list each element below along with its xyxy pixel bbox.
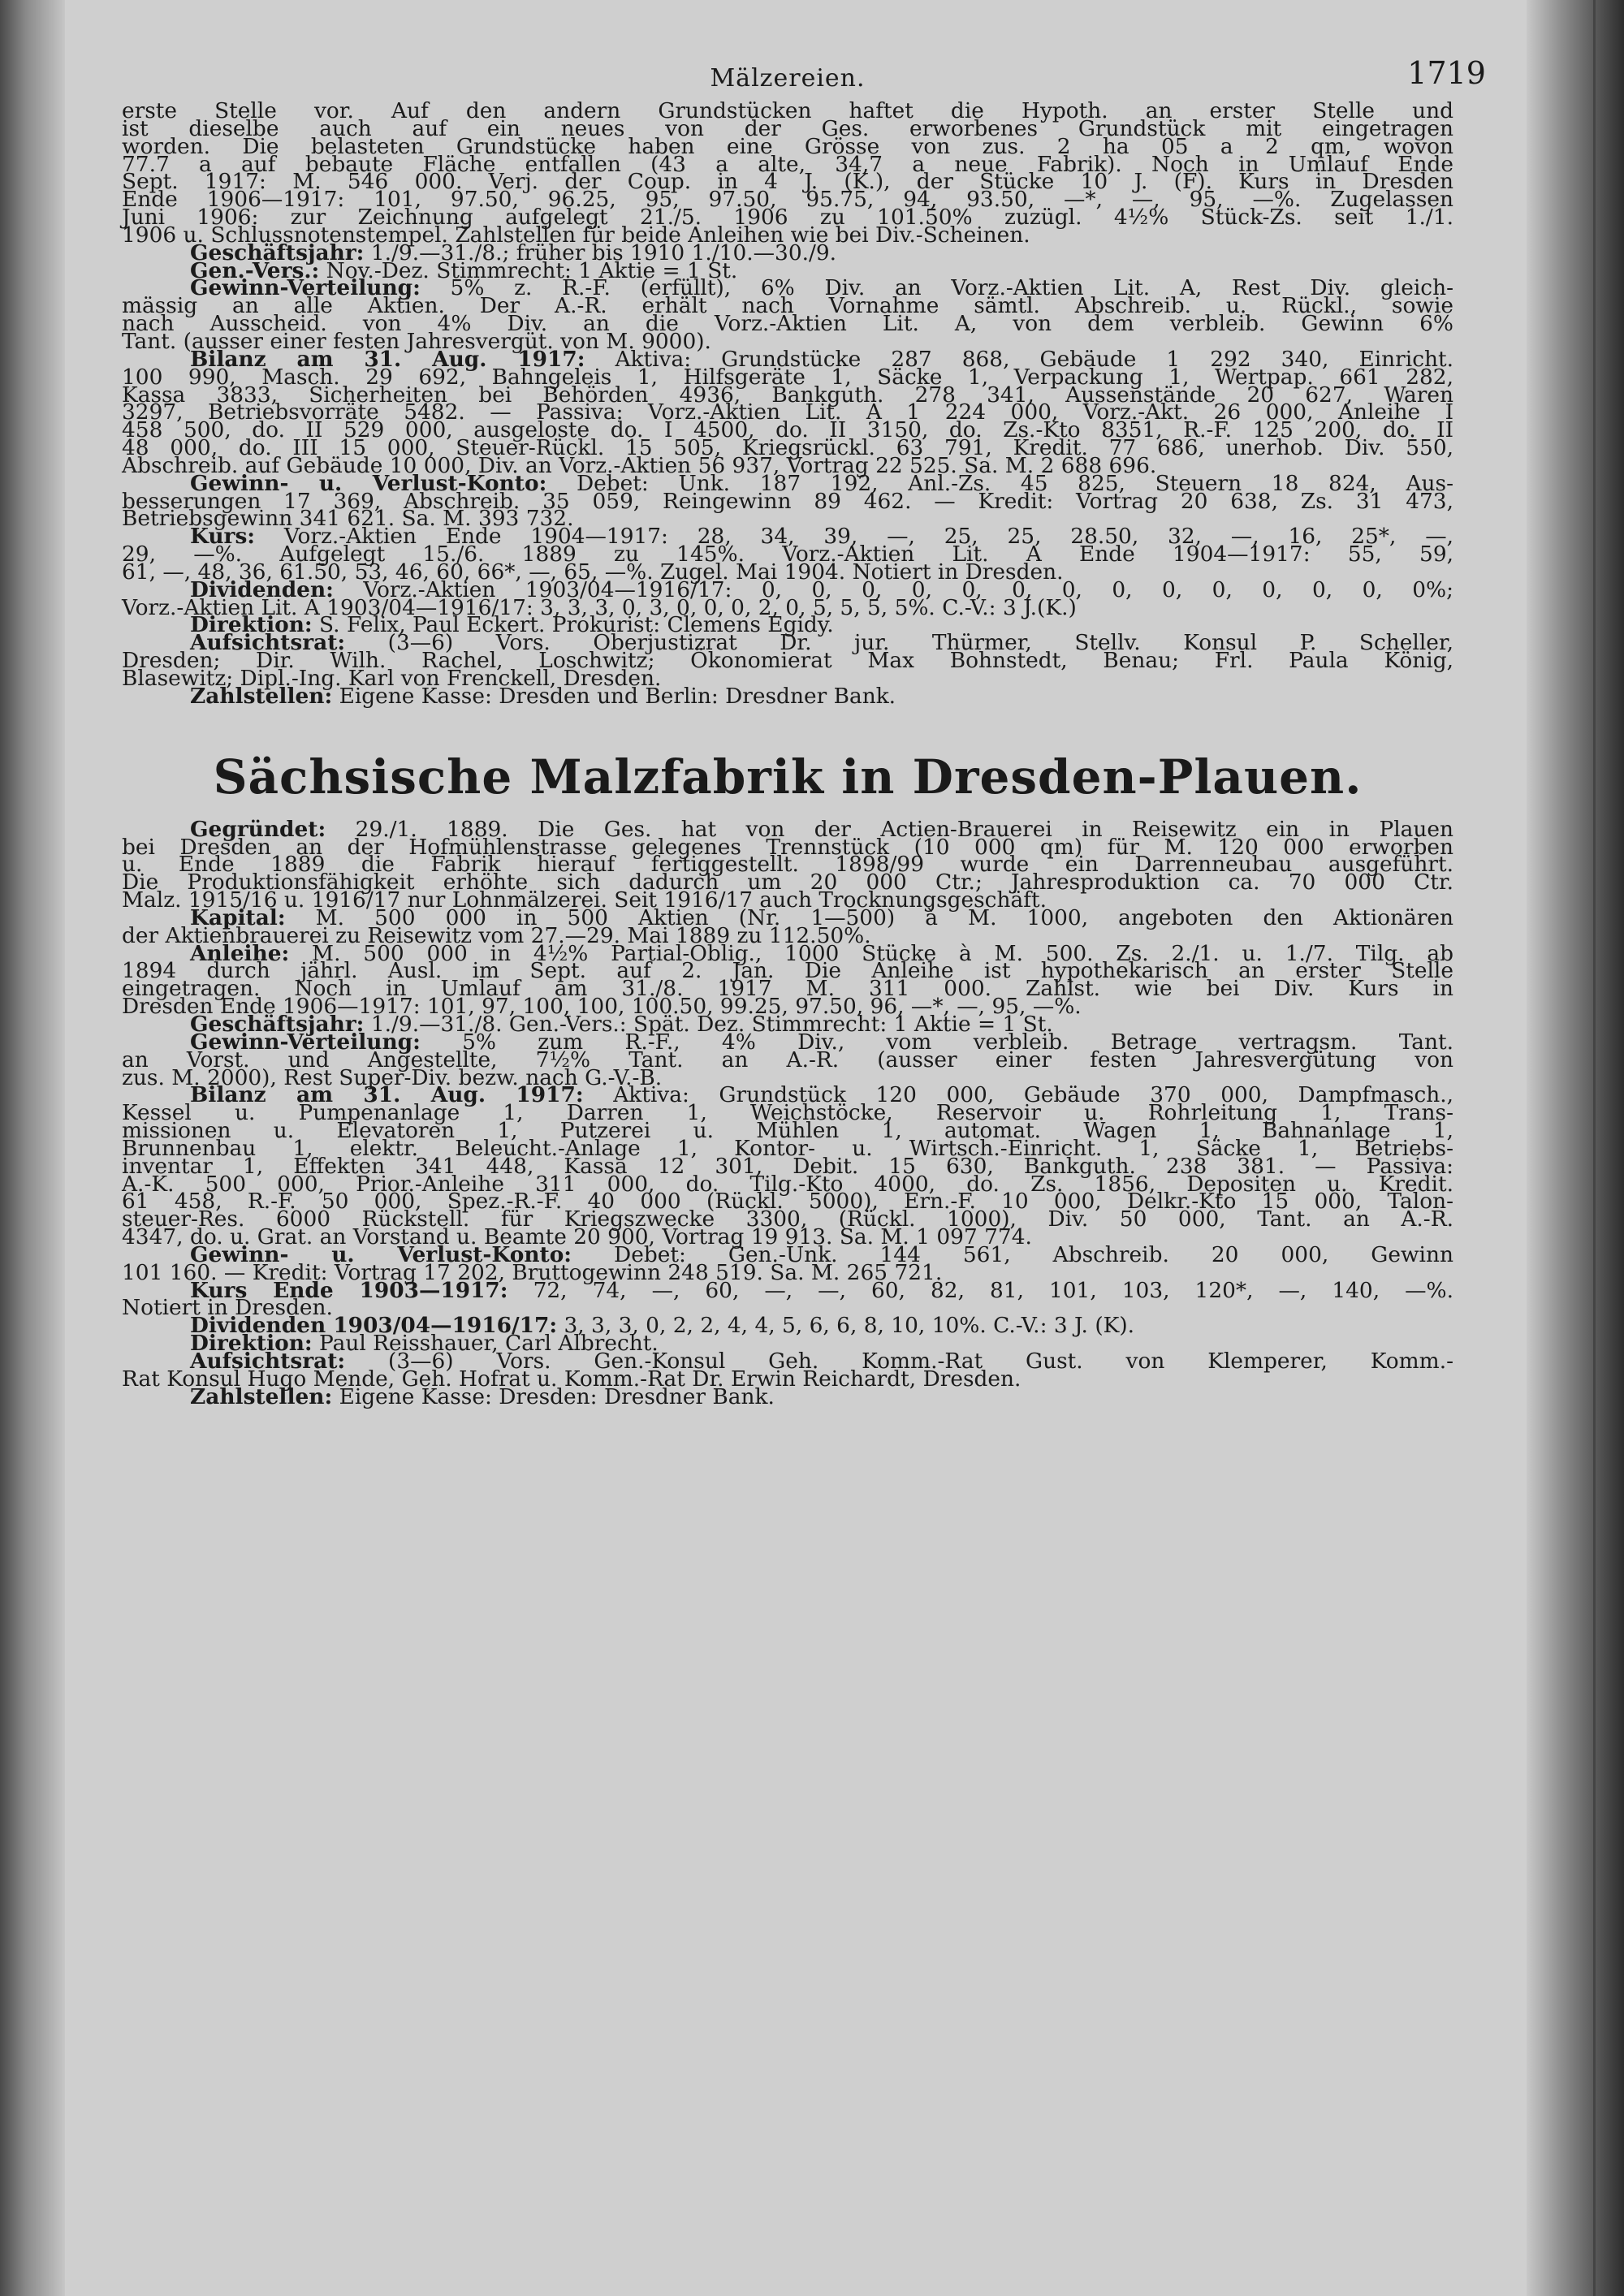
line-text: 1906 u. Schlussnotenstempel. Zahlstellen für beide Anleihen wie bei Div.-Scheinen. (122, 222, 1030, 248)
field-label: Geschäftsjahr: (190, 1011, 365, 1037)
line-text: Betriebsgewinn 341 621. Sa. M. 393 732. (122, 506, 574, 532)
line-text: 101 160. — Kredit: Vortrag 17 202, Bruttogewinn 248 519. Sa. M. 265 721. (122, 1259, 943, 1285)
line-text: Aktiva: Grundstücke 287 868, Gebäude 1 292 340, Einricht. (585, 346, 1453, 372)
company-title: Sächsische Malzfabrik in Dresden-Plauen. (213, 749, 1363, 805)
field-label: Gewinn-Verteilung: (190, 1029, 421, 1055)
field-label: Kurs: (190, 524, 256, 550)
line-text: missionen u. Elevatoren 1, Putzerei u. Mühlen 1, automat. Wagen 1, Bahnanlage 1, (122, 1118, 1453, 1144)
line-text: Kassa 3833, Sicherheiten bei Behörden 4936, Bankguth. 278 341, Aussenstände 20 627, Waren (122, 382, 1453, 408)
field-label: Aufsichtsrat: (190, 630, 346, 656)
line-text: 100 990, Masch. 29 692, Bahngeleis 1, Hilfsgeräte 1, Säcke 1, Verpackung 1, Wertpap. 661 282, (122, 364, 1453, 390)
line-text: (3—6) Vors. Gen.-Konsul Geh. Komm.-Rat Gust. von Klemperer, Komm.- (345, 1349, 1453, 1374)
field-label: Bilanz am 31. Aug. 1917: (190, 346, 585, 372)
line-text: Dresden Ende 1906—1917: 101, 97, 100, 100, 100.50, 99.25, 97.50, 96, —*, —, 95, —%. (122, 994, 1082, 1020)
line-text: S. Felix, Paul Eckert. Prokurist: Clemens Egidy. (312, 612, 834, 638)
line-text: 3297, Betriebsvorräte 5482. — Passiva: Vorz.-Aktien Lit. A 1 224 000, Vorz.-Akt. 26 000, Anleihe I (122, 399, 1453, 425)
field-label: Kapital: (190, 904, 286, 930)
line-text: 72, 74, —, 60, —, —, 60, 82, 81, 101, 103, 120*, —, 140, —%. (508, 1277, 1453, 1303)
field-label: Dividenden: (190, 576, 334, 602)
line-text: 29, —%. Aufgelegt 15./6. 1889 zu 145%. Vorz.-Aktien Lit. A Ende 1904—1917: 55, 59, (122, 542, 1453, 568)
line-text: 48 000, do. III 15 000, Steuer-Rückl. 15 505, Kriegsrückl. 63 791, Kredit. 77 686, unerhob. Div. 550, (122, 435, 1453, 461)
field-label: Dividenden 1903/04—1916/17: (190, 1313, 558, 1339)
line-text: besserungen 17 369, Abschreib. 35 059, Reingewinn 89 462. — Kredit: Vortrag 20 638, Zs. 31 473, (122, 488, 1453, 514)
line-text: 29./1. 1889. Die Ges. hat von der Actien-Brauerei in Reisewitz ein in Plauen (326, 816, 1453, 842)
line-text: 61, —, 48, 36, 61.50, 53, 46, 60, 66*, —, 65, —%. Zugel. Mai 1904. Notiert in Dresden. (122, 559, 1064, 585)
line-text: Paul Reisshauer, Carl Albrecht. (312, 1331, 659, 1357)
running-title: Mälzereien. (710, 64, 866, 93)
line-text: mässig an alle Aktien. Der A.-R. erhält nach Vornahme sämtl. Abschreib. u. Rückl., sowie (122, 293, 1453, 319)
line-text: bei Dresden an der Hofmühlenstrasse gelegenes Trennstück (10 000 qm) für M. 120 000 erworben (122, 834, 1453, 860)
scan-left-edge (0, 0, 65, 2296)
field-label: Gewinn- u. Verlust-Konto: (190, 470, 547, 496)
page-header (122, 55, 1486, 102)
line-text: Debet: Gen.-Unk. 144 561, Abschreib. 20 000, Gewinn (572, 1241, 1453, 1267)
line-text: Juni 1906: zur Zeichnung aufgelegt 21./5. 1906 zu 101.50% zuzügl. 4½% Stück-Zs. seit 1./1. (122, 205, 1453, 231)
line-text: der Aktienbrauerei zu Reisewitz vom 27.—29. Mai 1889 zu 112.50%. (122, 922, 871, 948)
line-text: Eigene Kasse: Dresden: Dresdner Bank. (332, 1383, 775, 1409)
line-text: Vorz.-Aktien 1903/04—1916/17: 0, 0, 0, 0, 0, 0, 0, 0, 0, 0, 0, 0, 0, 0%; (333, 576, 1453, 602)
line-text: Brunnenbau 1, elektr. Beleucht.-Anlage 1, Kontor- u. Wirtsch.-Einricht. 1, Säcke 1, Betriebs- (122, 1135, 1453, 1161)
line-text: Vorz.-Aktien Lit. A 1903/04—1916/17: 3, 3, 3, 0, 3, 0, 0, 0, 2, 0, 5, 5, 5, 5%. C.-V.: 3 J.(K.) (122, 594, 1077, 620)
field-label: Zahlstellen: (190, 1383, 333, 1409)
field-label: Geschäftsjahr: (190, 240, 365, 265)
line-text: 4347, do. u. Grat. an Vorstand u. Beamte 20 900, Vortrag 19 913. Sa. M. 1 097 774. (122, 1224, 1032, 1250)
line-text: Notiert in Dresden. (122, 1295, 333, 1321)
text-line (122, 683, 1453, 709)
line-text: steuer-Res. 6000 Rückstell. für Kriegszwecke 3300, (Rückl. 1000), Div. 50 000, Tant. an A.-R. (122, 1206, 1453, 1232)
line-text: Dresden; Dir. Wilh. Rachel, Loschwitz; Ökonomierat Max Bohnstedt, Benau; Frl. Paula König, (122, 648, 1453, 674)
line-text: (3—6) Vors. Oberjustizrat Dr. jur. Thürmer, Stellv. Konsul P. Scheller, (345, 630, 1453, 656)
line-text: an Vorst. und Angestellte, 7½% Tant. an A.-R. (ausser einer festen Jahresvergütung von (122, 1047, 1453, 1072)
line-text: Malz. 1915/16 u. 1916/17 nur Lohnmälzerei. Seit 1916/17 auch Trocknungsgeschäft. (122, 887, 1047, 913)
field-label: Direktion: (190, 612, 313, 638)
line-text: Abschreib. auf Gebäude 10 000, Div. an Vorz.-Aktien 56 937, Vortrag 22 525. Sa. M. 2 688 696. (122, 452, 1157, 478)
line-text: M. 500 000 in 4½% Partial-Oblig., 1000 Stücke à M. 500. Zs. 2./1. u. 1./7. Tilg. ab (289, 940, 1453, 966)
line-text: Eigene Kasse: Dresden und Berlin: Dresdner Bank. (332, 683, 896, 709)
line-text: M. 500 000 in 500 Aktien (Nr. 1—500) à M. 1000, angeboten den Aktionären (285, 904, 1453, 930)
field-label: Bilanz am 31. Aug. 1917: (190, 1082, 584, 1108)
line-text: nach Ausscheid. von 4% Div. an die Vorz.-Aktien Lit. A, von dem verbleib. Gewinn 6% (122, 311, 1453, 337)
field-label: Anleihe: (190, 940, 290, 966)
line-text: 5% zum R.-F., 4% Div., vom verbleib. Betrage vertragsm. Tant. (420, 1029, 1453, 1055)
line-text: A.-K. 500 000, Prior.-Anleihe 311 000, do. Tilg.-Kto 4000, do. Zs. 1856, Depositen u. Kredit. (122, 1171, 1453, 1197)
line-text: 1./9.—31./8.; früher bis 1910 1./10.—30./9. (364, 240, 837, 265)
line-text: Rat Konsul Hugo Mende, Geh. Hofrat u. Komm.-Rat Dr. Erwin Reichardt, Dresden. (122, 1366, 1021, 1392)
field-label: Gewinn-Verteilung: (190, 275, 421, 301)
line-text: ist dieselbe auch auf ein neues von der Ges. erworbenes Grundstück mit eingetragen (122, 115, 1453, 141)
line-text: 458 500, do. II 529 000, ausgeloste do. I 4500, do. II 3150, do. Zs.-Kto 8351, R.-F. 125 200, do. II (122, 417, 1453, 443)
line-text: 1894 durch jährl. Ausl. im Sept. auf 2. Jan. Die Anleihe ist hypothekarisch an erster Stelle (122, 958, 1453, 984)
field-label: Direktion: (190, 1331, 313, 1357)
field-label: Zahlstellen: (190, 683, 333, 709)
line-text: zus. M. 2000), Rest Super-Div. bezw. nach G.-V.-B. (122, 1064, 663, 1090)
line-text: Debet: Unk. 187 192, Anl.-Zs. 45 825, Steuern 18 824, Aus- (546, 470, 1453, 496)
line-text: Ende 1906—1917: 101, 97.50, 96.25, 95, 97.50, 95.75, 94, 93.50, —*, —, 95, —%. Zugelassen (122, 187, 1453, 213)
field-label: Gewinn- u. Verlust-Konto: (190, 1241, 572, 1267)
line-text: erste Stelle vor. Auf den andern Grundstücken haftet die Hypoth. an erster Stelle und (122, 98, 1453, 123)
field-label: Kurs Ende 1903—1917: (190, 1277, 508, 1303)
page-fold-line (1593, 0, 1596, 2296)
line-text: Aktiva: Grundstück 120 000, Gebäude 370 000, Dampfmasch., (583, 1082, 1453, 1108)
entry-maelzerei-continued (122, 98, 1453, 709)
line-text: eingetragen. Noch in Umlauf am 31./8. 1917 M. 311 000. Zahlst. wie bei Div. Kurs in (122, 976, 1453, 1002)
entry-saechsische-malzfabrik (122, 816, 1453, 1409)
field-label: Aufsichtsrat: (190, 1349, 346, 1374)
line-text: Nov.-Dez. Stimmrecht: 1 Aktie = 1 St. (319, 257, 738, 283)
scan-right-edge (1527, 0, 1624, 2296)
line-text: worden. Die belasteten Grundstücke haben eine Grösse von zus. 2 ha 05 a 2 qm, wovon (122, 133, 1453, 159)
field-label: Gegründet: (190, 816, 326, 842)
line-text: Blasewitz; Dipl.-Ing. Karl von Frenckell, Dresden. (122, 666, 662, 691)
line-text: Kessel u. Pumpenanlage 1, Darren 1, Weichstöcke, Reservoir u. Rohrleitung 1, Trans- (122, 1100, 1453, 1126)
line-text: Die Produktionsfähigkeit erhöhte sich dadurch um 20 000 Ctr.; Jahresproduktion ca. 70 000 Ctr. (122, 870, 1453, 896)
field-label: Gen.-Vers.: (190, 257, 320, 283)
line-text: Sept. 1917: M. 546 000. Verj. der Coup. in 4 J. (K.), der Stücke 10 J. (F). Kurs in Dresden (122, 169, 1453, 195)
line-text: 61 458, R.-F. 50 000, Spez.-R.-F. 40 000 (Rückl. 5000), Ern.-F. 10 000, Delkr.-Kto 15 000, Talon- (122, 1189, 1453, 1215)
line-text: 77.7 a auf bebaute Fläche entfallen (43 a alte, 34,7 a neue Fabrik). Noch in Umlauf Ende (122, 151, 1453, 177)
page (122, 55, 1486, 1409)
line-text: 3, 3, 3, 0, 2, 2, 4, 4, 5, 6, 6, 8, 10, 10%. C.-V.: 3 J. (K). (557, 1313, 1135, 1339)
line-text: Tant. (ausser einer festen Jahresvergüt. von M. 9000). (122, 328, 711, 354)
line-text: Vorz.-Aktien Ende 1904—1917: 28, 34, 39, —, 25, 25, 28.50, 32, —, 16, 25*, —, (255, 524, 1453, 550)
page-number: 1719 (1407, 55, 1486, 91)
line-text: inventar 1, Effekten 341 448, Kassa 12 301, Debit. 15 630, Bankguth. 238 381. — Passiva: (122, 1153, 1453, 1179)
line-text: 5% z. R.-F. (erfüllt), 6% Div. an Vorz.-Aktien Lit. A, Rest Div. gleich- (420, 275, 1453, 301)
line-text: u. Ende 1889 die Fabrik hierauf fertiggestellt. 1898/99 wurde ein Darrenneubau ausgeführt. (122, 852, 1453, 878)
line-text: 1./9.—31./8. Gen.-Vers.: Spät. Dez. Stimmrecht: 1 Aktie = 1 St. (364, 1011, 1053, 1037)
